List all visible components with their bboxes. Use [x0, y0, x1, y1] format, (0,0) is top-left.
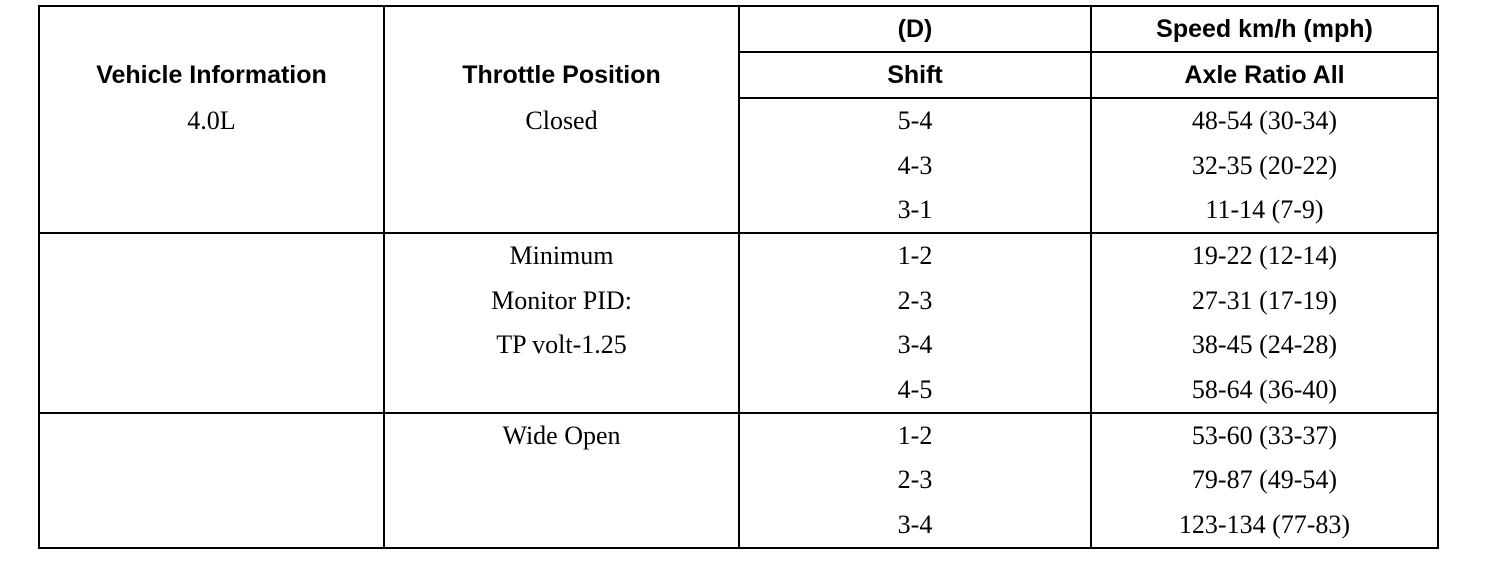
table-header	[39, 6, 1438, 98]
cell-speed: 48-54 (30-34)	[1091, 98, 1438, 143]
header-vehicle-information: Vehicle Information	[39, 6, 384, 98]
cell-throttle	[384, 188, 739, 233]
header-d: (D)	[739, 6, 1091, 52]
table-row	[39, 323, 1438, 367]
cell-vehicle	[39, 279, 384, 323]
shift-speed-table	[38, 5, 1439, 549]
table-row	[39, 458, 1438, 502]
cell-vehicle	[39, 367, 384, 412]
cell-throttle	[384, 143, 739, 187]
cell-shift: 3-4	[739, 323, 1091, 367]
cell-shift: 1-2	[739, 233, 1091, 278]
cell-shift: 2-3	[739, 458, 1091, 502]
cell-speed: 123-134 (77-83)	[1091, 503, 1438, 548]
cell-vehicle	[39, 323, 384, 367]
table-row	[39, 279, 1438, 323]
table-row	[39, 98, 1438, 143]
table-row	[39, 188, 1438, 233]
cell-throttle	[384, 458, 739, 502]
cell-throttle	[384, 367, 739, 412]
cell-vehicle	[39, 233, 384, 278]
cell-throttle	[384, 503, 739, 548]
cell-vehicle	[39, 413, 384, 458]
cell-vehicle: 4.0L	[39, 98, 384, 143]
cell-speed: 19-22 (12-14)	[1091, 233, 1438, 278]
header-shift: Shift	[739, 52, 1091, 98]
cell-shift: 2-3	[739, 279, 1091, 323]
table-body	[39, 98, 1438, 548]
cell-speed: 11-14 (7-9)	[1091, 188, 1438, 233]
cell-throttle: Closed	[384, 98, 739, 143]
cell-speed: 32-35 (20-22)	[1091, 143, 1438, 187]
cell-throttle: Monitor PID:	[384, 279, 739, 323]
cell-vehicle	[39, 458, 384, 502]
table-row	[39, 143, 1438, 187]
cell-vehicle	[39, 143, 384, 187]
cell-shift: 4-3	[739, 143, 1091, 187]
table-row	[39, 413, 1438, 458]
cell-speed: 53-60 (33-37)	[1091, 413, 1438, 458]
cell-throttle: TP volt-1.25	[384, 323, 739, 367]
cell-vehicle	[39, 188, 384, 233]
cell-throttle: Wide Open	[384, 413, 739, 458]
cell-speed: 27-31 (17-19)	[1091, 279, 1438, 323]
cell-speed: 79-87 (49-54)	[1091, 458, 1438, 502]
header-speed: Speed km/h (mph)	[1091, 6, 1438, 52]
cell-shift: 3-1	[739, 188, 1091, 233]
cell-throttle: Minimum	[384, 233, 739, 278]
cell-shift: 3-4	[739, 503, 1091, 548]
cell-vehicle	[39, 503, 384, 548]
cell-speed: 38-45 (24-28)	[1091, 323, 1438, 367]
table-row	[39, 503, 1438, 548]
cell-shift: 1-2	[739, 413, 1091, 458]
header-axle-ratio: Axle Ratio All	[1091, 52, 1438, 98]
table-row	[39, 233, 1438, 278]
cell-speed: 58-64 (36-40)	[1091, 367, 1438, 412]
table-row	[39, 367, 1438, 412]
header-throttle-position: Throttle Position	[384, 6, 739, 98]
cell-shift: 4-5	[739, 367, 1091, 412]
cell-shift: 5-4	[739, 98, 1091, 143]
